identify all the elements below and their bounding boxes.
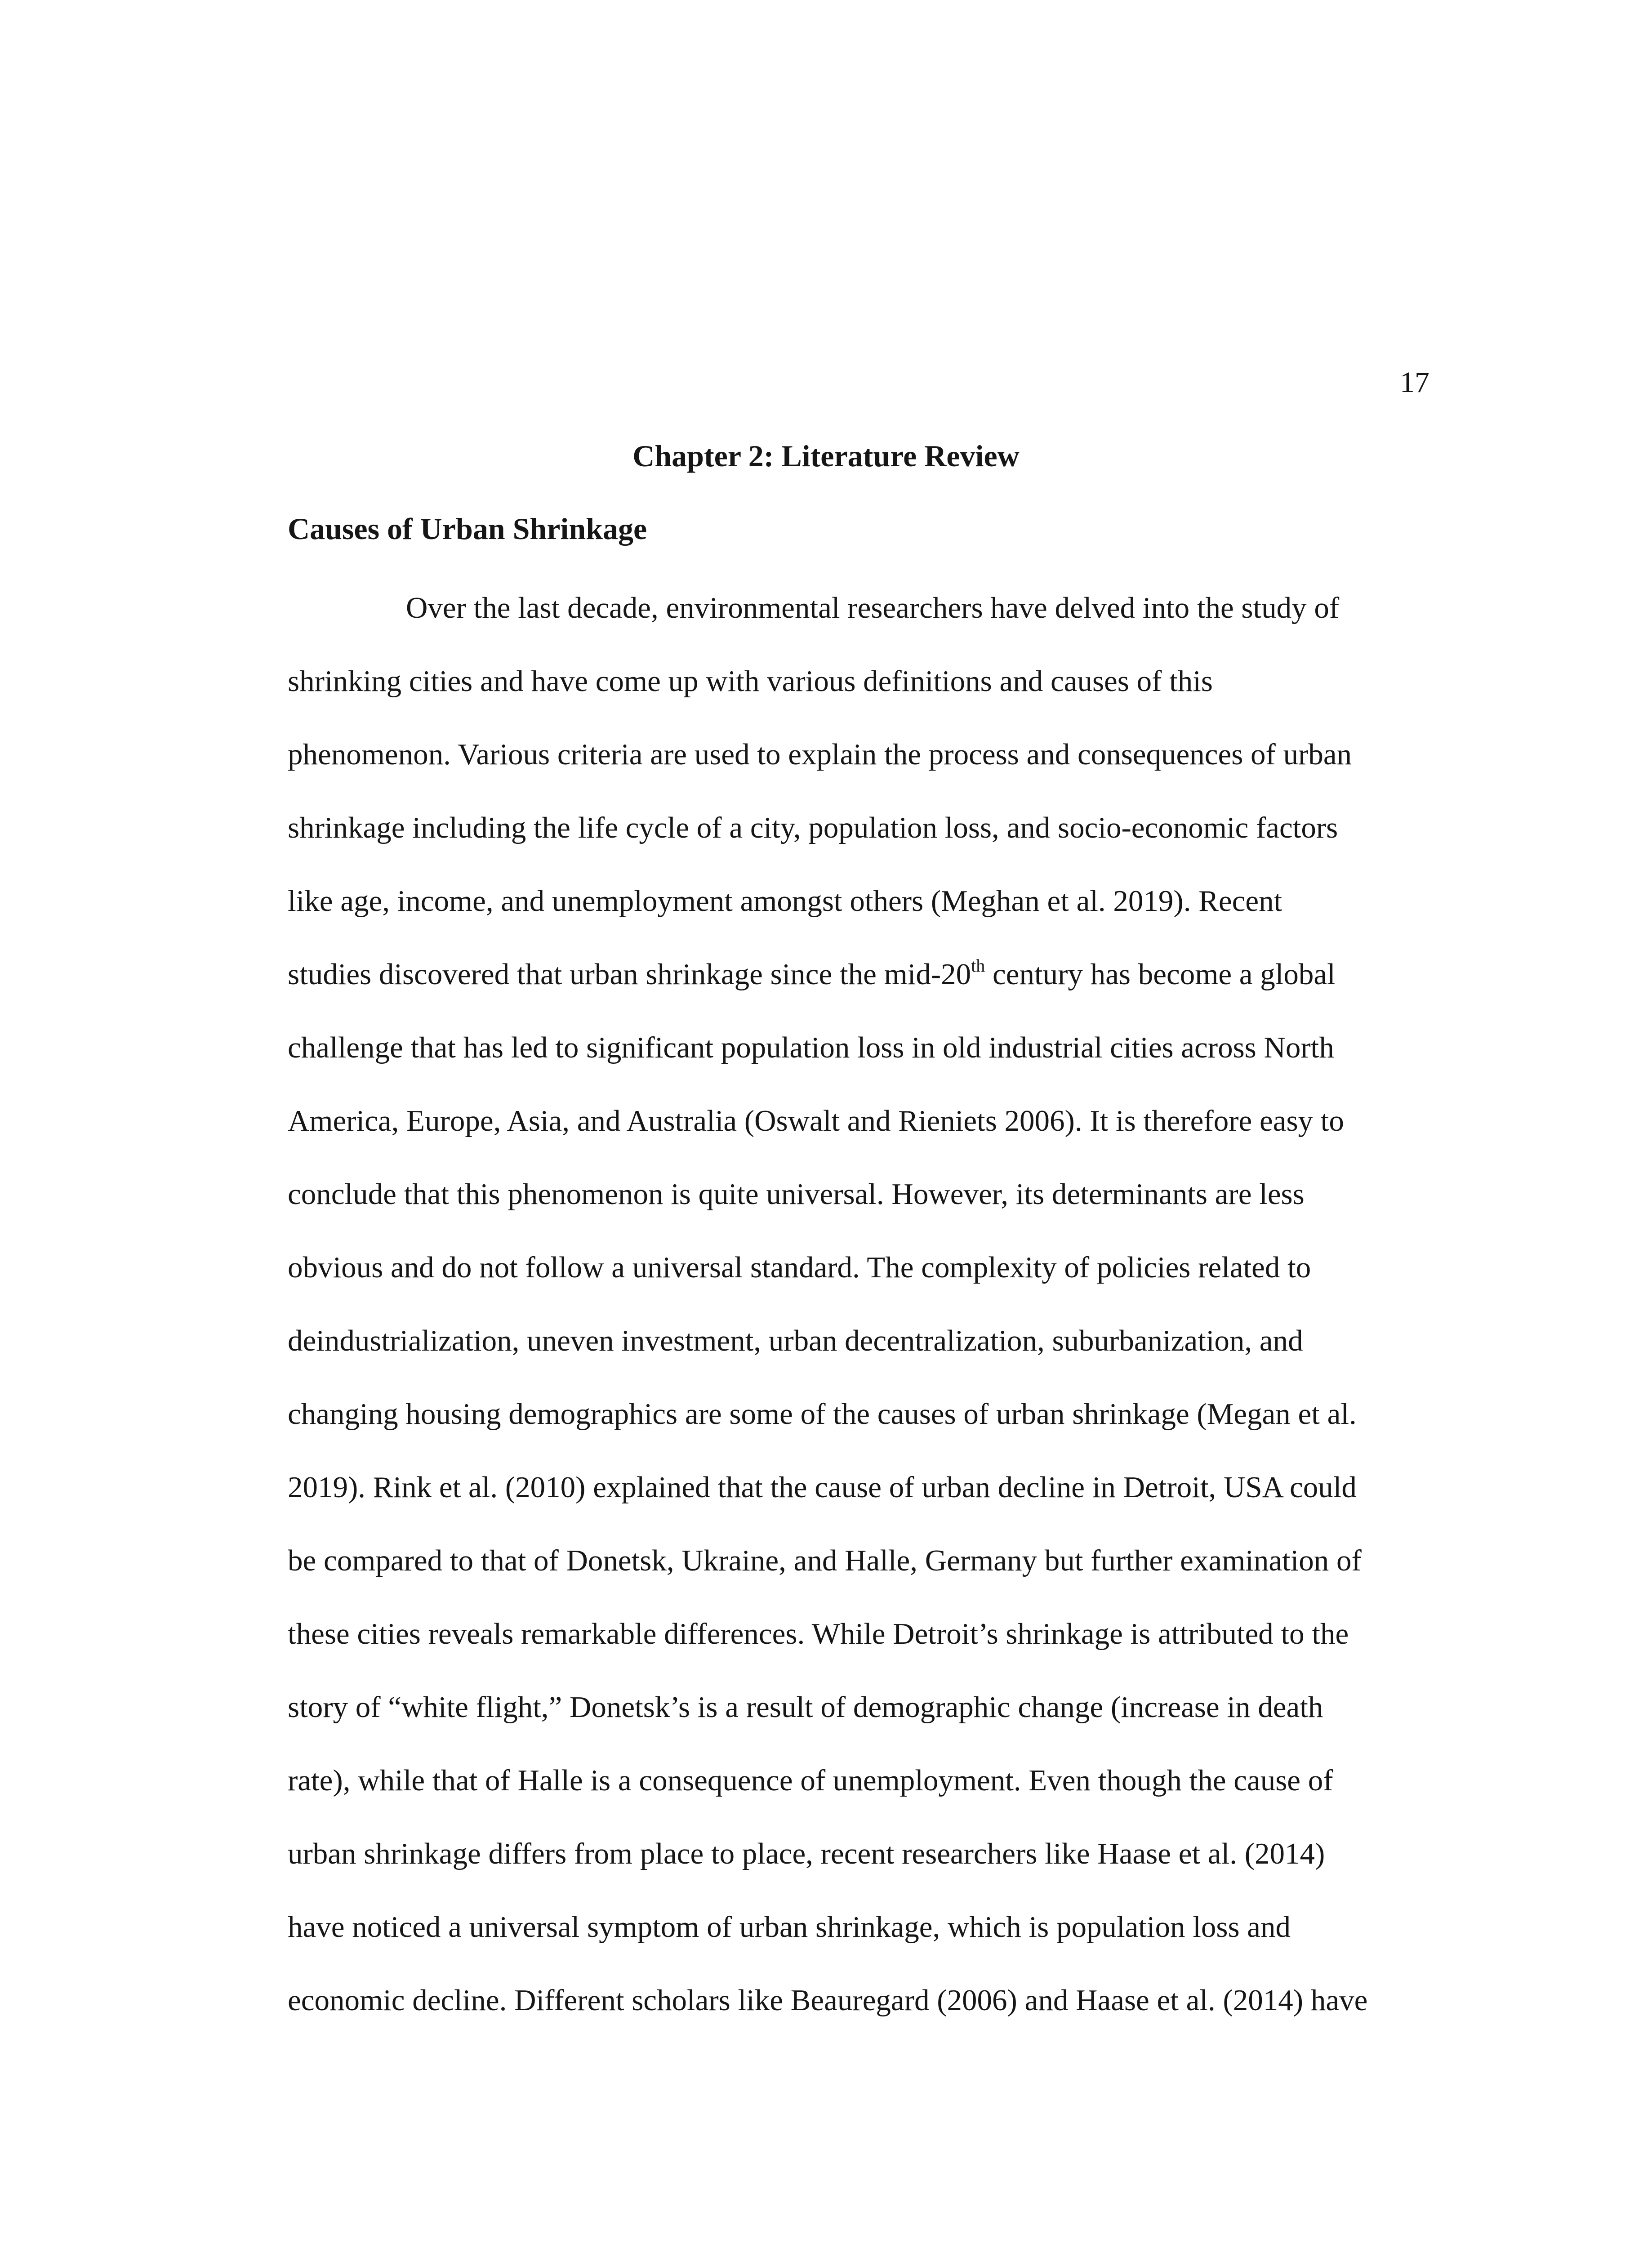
body-line: obvious and do not follow a universal standard. The complexity of policies related to <box>288 1251 1311 1284</box>
body-line: have noticed a universal symptom of urban shrinkage, which is population loss and <box>288 1910 1291 1944</box>
body-line: like age, income, and unemployment amongst others (Meghan et al. 2019). Recent <box>288 884 1282 918</box>
body-line: urban shrinkage differs from place to place, recent researchers like Haase et al. (2014) <box>288 1837 1325 1870</box>
section-heading: Causes of Urban Shrinkage <box>288 512 647 546</box>
body-line: Over the last decade, environmental researchers have delved into the study of <box>406 591 1340 624</box>
body-line: 2019). Rink et al. (2010) explained that the cause of urban decline in Detroit, USA could <box>288 1471 1357 1504</box>
body-line <box>288 951 1438 1024</box>
body-line: deindustrialization, uneven investment, urban decentralization, suburbanization, and <box>288 1324 1303 1357</box>
body-line: America, Europe, Asia, and Australia (Oswalt and Rieniets 2006). It is therefore easy to <box>288 1104 1344 1137</box>
body-line: rate), while that of Halle is a consequence of unemployment. Even though the cause of <box>288 1764 1333 1797</box>
body-line: phenomenon. Various criteria are used to explain the process and consequences of urban <box>288 738 1352 771</box>
chapter-title: Chapter 2: Literature Review <box>632 439 1020 473</box>
body-line: shrinkage including the life cycle of a city, population loss, and socio-economic factors <box>288 811 1338 844</box>
page-number: 17 <box>1400 366 1429 399</box>
body-line-text: studies discovered that urban shrinkage since the mid-20 <box>288 958 971 991</box>
ordinal-superscript: th <box>971 955 985 976</box>
body-line: shrinking cities and have come up with various definitions and causes of this <box>288 665 1213 698</box>
body-line: these cities reveals remarkable differences. While Detroit’s shrinkage is attributed to the <box>288 1617 1349 1650</box>
body-line: be compared to that of Donetsk, Ukraine, and Halle, Germany but further examination of <box>288 1544 1362 1577</box>
body-line: changing housing demographics are some of the causes of urban shrinkage (Megan et al. <box>288 1397 1357 1431</box>
body-line-text: century has become a global <box>985 958 1336 991</box>
body-line: economic decline. Different scholars like Beauregard (2006) and Haase et al. (2014) have <box>288 1984 1368 2017</box>
body-paragraph <box>288 584 1438 2050</box>
body-line: challenge that has led to significant population loss in old industrial cities across North <box>288 1031 1334 1064</box>
body-line: conclude that this phenomenon is quite universal. However, its determinants are less <box>288 1178 1305 1211</box>
body-line: story of “white flight,” Donetsk’s is a result of demographic change (increase in death <box>288 1690 1323 1724</box>
